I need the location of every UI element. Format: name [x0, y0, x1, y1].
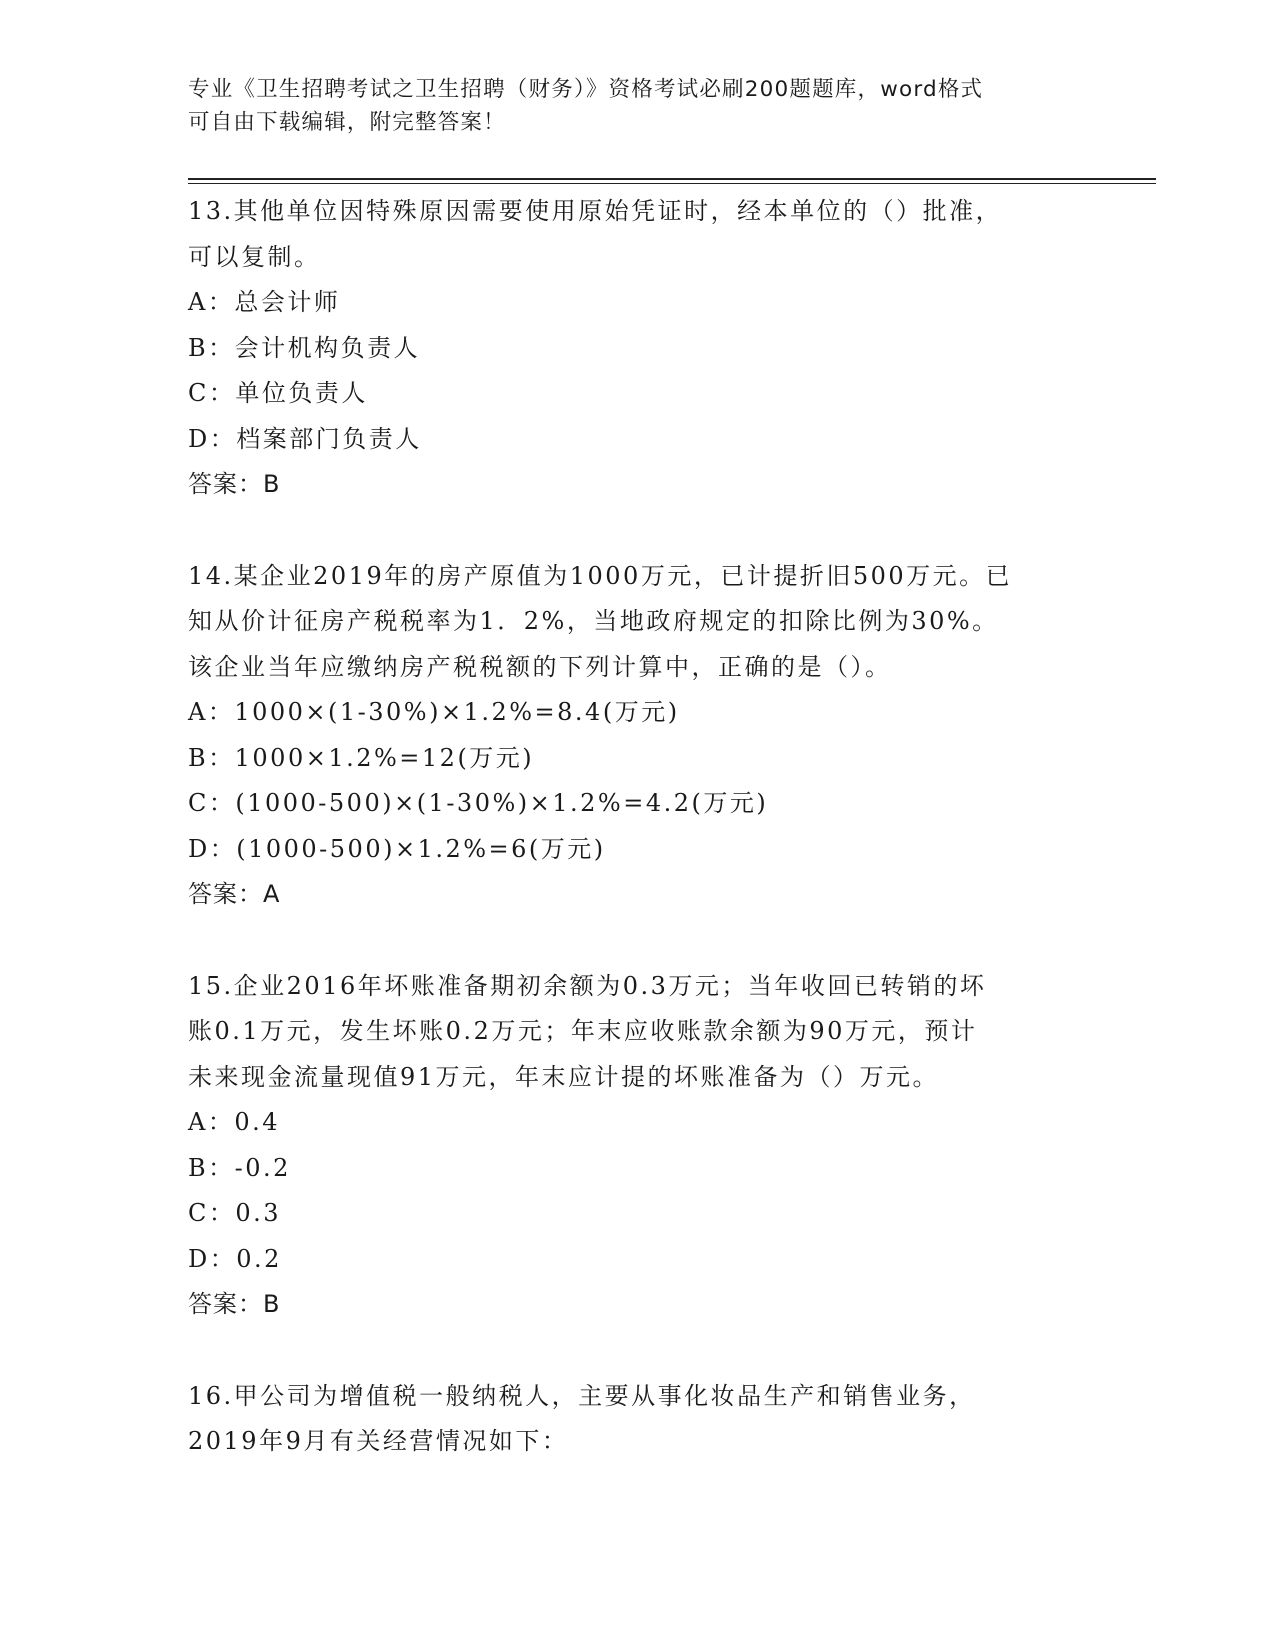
header-line-1: 专业《卫生招聘考试之卫生招聘（财务）》资格考试必刷200题题库，word格式: [188, 77, 984, 102]
question-13: [188, 189, 1088, 508]
header-divider-thin: [188, 183, 1156, 184]
answer-label: 答案：B: [188, 470, 281, 498]
option-a: A：总会计师: [188, 288, 341, 316]
question-15: [188, 964, 1088, 1328]
question-stem-line: 13.其他单位因特殊原因需要使用原始凭证时，经本单位的（）批准，: [188, 197, 1003, 225]
answer-label: 答案：A: [188, 880, 281, 908]
option-b: B：会计机构负责人: [188, 333, 421, 362]
question-list: [188, 189, 1088, 1465]
option-a: A：1000×(1-30%)×1.2%=8.4(万元): [188, 698, 680, 726]
option-d: D：0.2: [188, 1244, 282, 1273]
option-b: B：-0.2: [188, 1153, 291, 1182]
question-stem-line: 知从价计征房产税税率为1．2%，当地政府规定的扣除比例为30%。: [188, 607, 999, 635]
header-divider-thick: [188, 178, 1156, 180]
question-stem-line: 未来现金流量现值91万元，年末应计提的坏账准备为（）万元。: [188, 1062, 940, 1091]
option-a: A：0.4: [188, 1108, 280, 1136]
question-stem-line: 15.企业2016年坏账准备期初余额为0.3万元；当年收回已转销的坏: [188, 971, 987, 1000]
option-b: B：1000×1.2%=12(万元): [188, 743, 535, 772]
question-14: [188, 554, 1088, 918]
document-header: [188, 73, 1088, 139]
option-c: C：单位负责人: [188, 379, 368, 407]
question-stem-line: 可以复制。: [188, 242, 321, 271]
question-16: [188, 1374, 1088, 1465]
option-c: C：(1000-500)×(1-30%)×1.2%=4.2(万元): [188, 789, 769, 817]
option-d: D：档案部门负责人: [188, 424, 422, 453]
option-d: D：(1000-500)×1.2%=6(万元): [188, 834, 606, 863]
question-stem-line: 账0.1万元，发生坏账0.2万元；年末应收账款余额为90万元，预计: [188, 1017, 978, 1045]
question-stem-line: 14.某企业2019年的房产原值为1000万元，已计提折旧500万元。已: [188, 561, 1013, 590]
question-stem-line: 16.甲公司为增值税一般纳税人，主要从事化妆品生产和销售业务，: [188, 1381, 976, 1410]
answer-label: 答案：B: [188, 1290, 281, 1318]
option-c: C：0.3: [188, 1199, 282, 1227]
question-stem-line: 2019年9月有关经营情况如下：: [188, 1427, 569, 1455]
header-line-2: 可自由下载编辑，附完整答案！: [188, 110, 506, 135]
question-stem-line: 该企业当年应缴纳房产税税额的下列计算中，正确的是（）。: [188, 652, 892, 681]
